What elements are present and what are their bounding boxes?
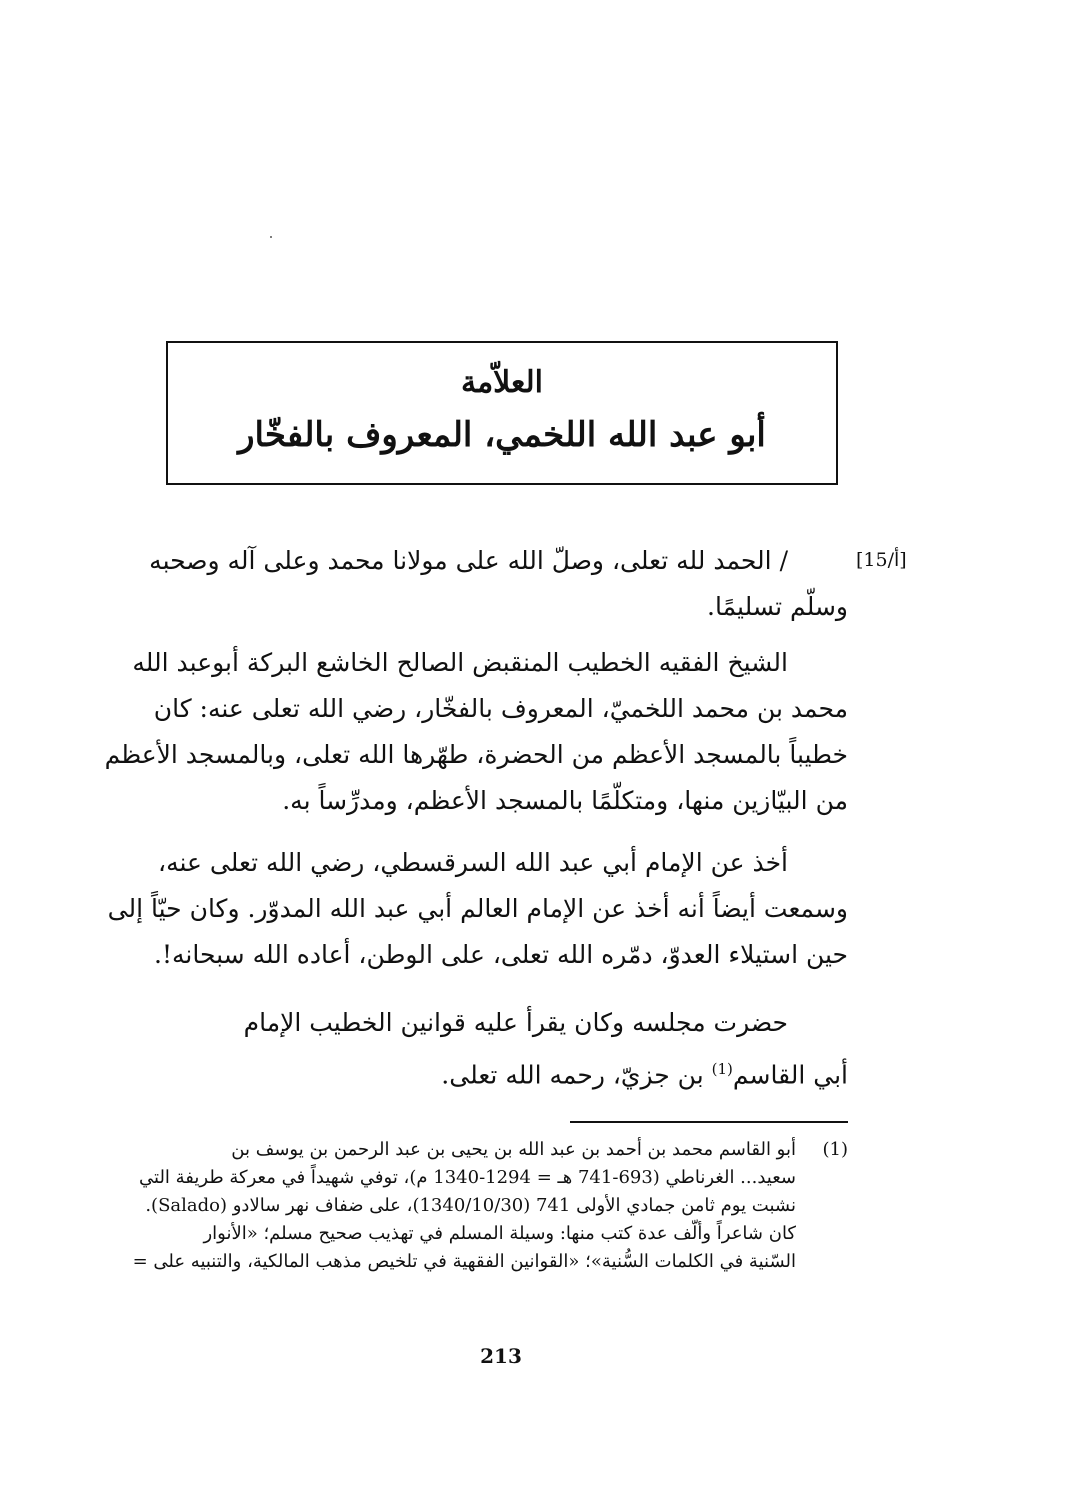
marginal-folio-note: [15/أ] bbox=[856, 549, 907, 571]
footnote bbox=[132, 1136, 848, 1276]
paragraph-4-line-2-start: أبي القاسم bbox=[732, 1060, 848, 1090]
page-number: 213 bbox=[480, 1344, 522, 1368]
paragraph-3-line-3: حين استيلاء العدوّ، دمّره الله تعلى، على الوطن، أعاده الله سبحانه!. bbox=[154, 940, 848, 969]
footnote-line-5: السّنية في الكلمات السُّنية»؛ «القوانين الفقهية في تلخيص مذهب المالكية، والتنبيه على = bbox=[132, 1251, 796, 1272]
title-box bbox=[166, 341, 838, 485]
paragraph-1-line-1: / الحمد لله تعلى، وصلّ الله على مولانا محمد وعلى آله وصحبه bbox=[149, 546, 788, 575]
footnote-separator-rule bbox=[570, 1121, 848, 1123]
footnote-reference[interactable]: (1) bbox=[711, 1060, 733, 1078]
paragraph-1 bbox=[149, 538, 848, 630]
footnote-line-4: كان شاعراً وألّف عدة كتب منها: وسيلة المسلم في تهذيب صحيح مسلم؛ «الأنوار bbox=[203, 1223, 796, 1244]
paragraph-4 bbox=[166, 1000, 848, 1098]
footnote-number: (1) bbox=[822, 1139, 848, 1160]
title-line-1: العلاّمة bbox=[460, 365, 543, 400]
paragraph-4-line-2-end: بن جزيّ، رحمه الله تعلى. bbox=[441, 1060, 704, 1090]
paragraph-4-line-2 bbox=[166, 1046, 848, 1098]
page-speck bbox=[270, 236, 272, 238]
footnote-line-1: أبو القاسم محمد بن أحمد بن عبد الله بن يحيى بن عبد الرحمن بن يوسف بن bbox=[231, 1139, 796, 1160]
paragraph-4-line-1: حضرت مجلسه وكان يقرأ عليه قوانين الخطيب الإمام bbox=[243, 1008, 788, 1037]
paragraph-3 bbox=[107, 840, 848, 978]
title-line-2: أبو عبد الله اللخمي، المعروف بالفخّار bbox=[238, 415, 766, 455]
paragraph-3-line-2: وسمعت أيضاً أنه أخذ عن الإمام العالم أبي عبد الله المدوّر. وكان حيّاً إلى bbox=[107, 894, 848, 923]
paragraph-2-line-1: الشيخ الفقيه الخطيب المنقبض الصالح الخاشع البركة أبوعبد الله bbox=[132, 648, 788, 677]
footnote-line-2: سعيد... الغرناطي (693-741 هـ = 1294-1340 م)، توفي شهيداً في معركة طريفة التي bbox=[139, 1167, 796, 1188]
paragraph-2-line-2: محمد بن محمد اللخميّ، المعروف بالفخّار، رضي الله تعلى عنه: كان bbox=[153, 694, 848, 723]
paragraph-2 bbox=[104, 640, 848, 824]
paragraph-1-line-2: وسلّم تسليمًا. bbox=[707, 592, 848, 621]
footnote-body bbox=[132, 1136, 796, 1276]
paragraph-2-line-3: خطيباً بالمسجد الأعظم من الحضرة، طهّرها الله تعلى، وبالمسجد الأعظم bbox=[104, 740, 848, 769]
paragraph-2-line-4: من البيّازين منها، ومتكلّمًا بالمسجد الأعظم، ومدرِّساً به. bbox=[282, 786, 848, 815]
footnote-line-3: نشبت يوم ثامن جمادي الأولى 741 (1340/10/30)، على ضفاف نهر سالادو (Salado). bbox=[145, 1195, 796, 1216]
paragraph-3-line-1: أخذ عن الإمام أبي عبد الله السرقسطي، رضي الله تعلى عنه، bbox=[158, 848, 788, 877]
